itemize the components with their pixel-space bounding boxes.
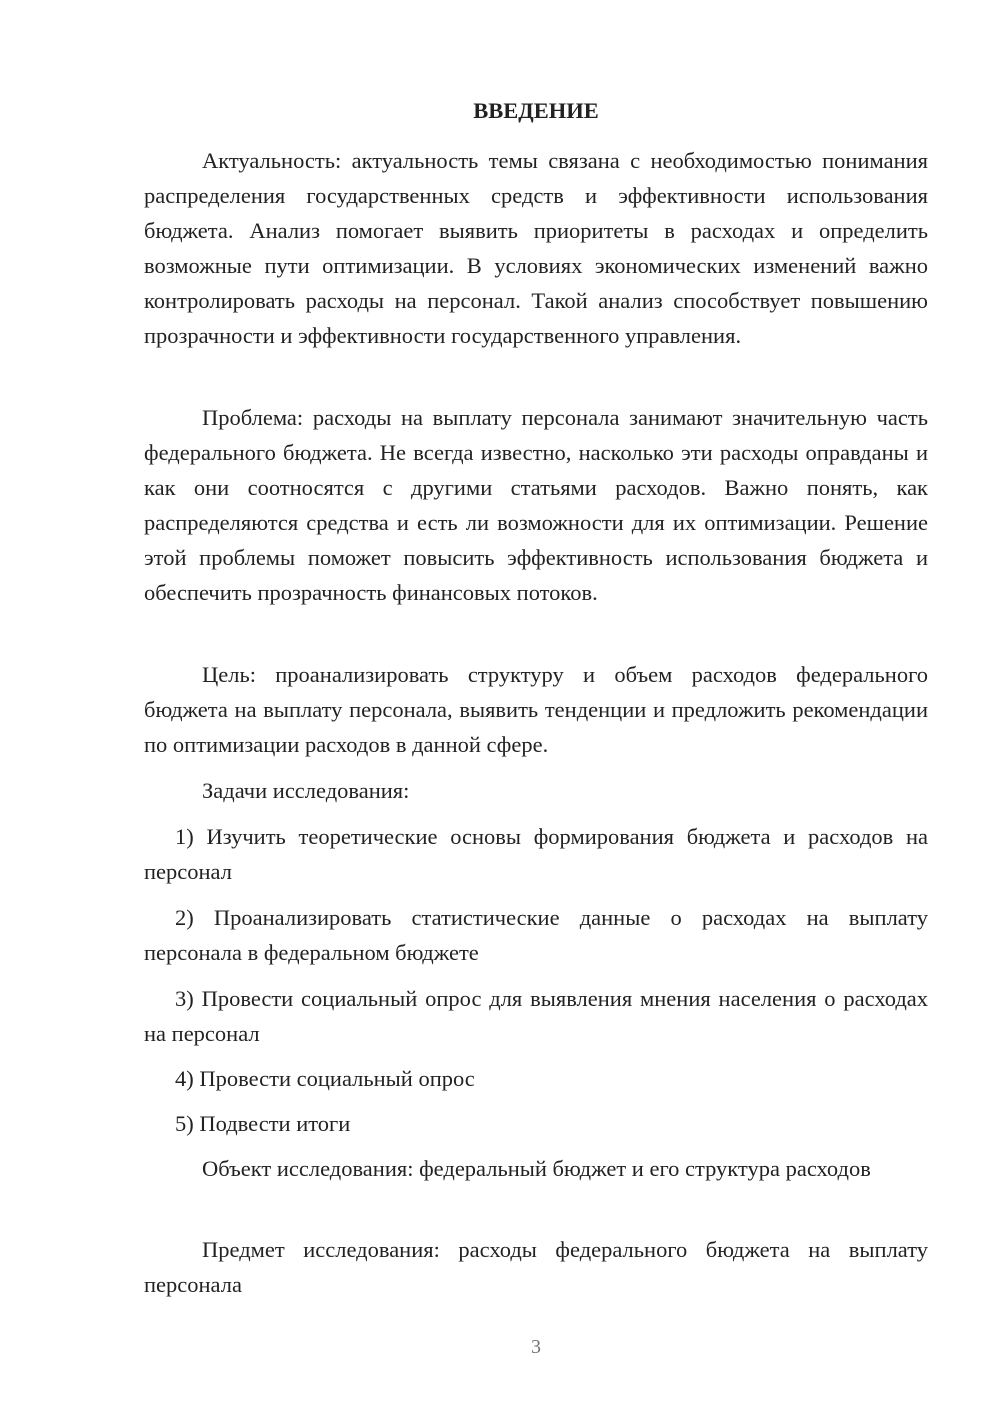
task-item-5: 5) Подвести итоги	[175, 1111, 351, 1136]
task-item-4: 4) Провести социальный опрос	[175, 1066, 475, 1091]
paragraph-problem: Проблема: расходы на выплату персонала занимают значительную часть федерального бюджета. Не всегда известно, насколько эти расходы оправданы и как они соотносятся с другими статьями расходов. Важно понять, как распределяются средства и есть ли возможности для их оптимизации. Решение этой проблемы поможет повысить эффективность использования бюджета и обеспечить прозрачность финансовых потоков.	[144, 405, 928, 605]
paragraph-tasks-heading: Задачи исследования:	[202, 778, 410, 803]
task-item-3: 3) Провести социальный опрос для выявления мнения населения о расходах на персонал	[144, 986, 928, 1046]
document-page	[144, 0, 928, 1414]
task-item-2: 2) Проанализировать статистические данные о расходах на выплату персонала в федеральном бюджете	[144, 905, 928, 965]
paragraph-goal: Цель: проанализировать структуру и объем расходов федерального бюджета на выплату персонала, выявить тенденции и предложить рекомендации по оптимизации расходов в данной сфере.	[144, 662, 928, 757]
paragraph-relevance: Актуальность: актуальность темы связана с необходимостью понимания распределения государственных средств и эффективности использования бюджета. Анализ помогает выявить приоритеты в расходах и определить возможные пути оптимизации. В условиях экономических изменений важно контролировать расходы на персонал. Такой анализ способствует повышению прозрачности и эффективности государственного управления.	[144, 148, 928, 348]
page-title: ВВЕДЕНИЕ	[473, 98, 599, 123]
task-item-1: 1) Изучить теоретические основы формирования бюджета и расходов на персонал	[144, 824, 928, 884]
paragraph-object: Объект исследования: федеральный бюджет и его структура расходов	[202, 1156, 871, 1181]
page-number: 3	[531, 1336, 541, 1358]
paragraph-subject: Предмет исследования: расходы федерального бюджета на выплату персонала	[144, 1237, 928, 1297]
